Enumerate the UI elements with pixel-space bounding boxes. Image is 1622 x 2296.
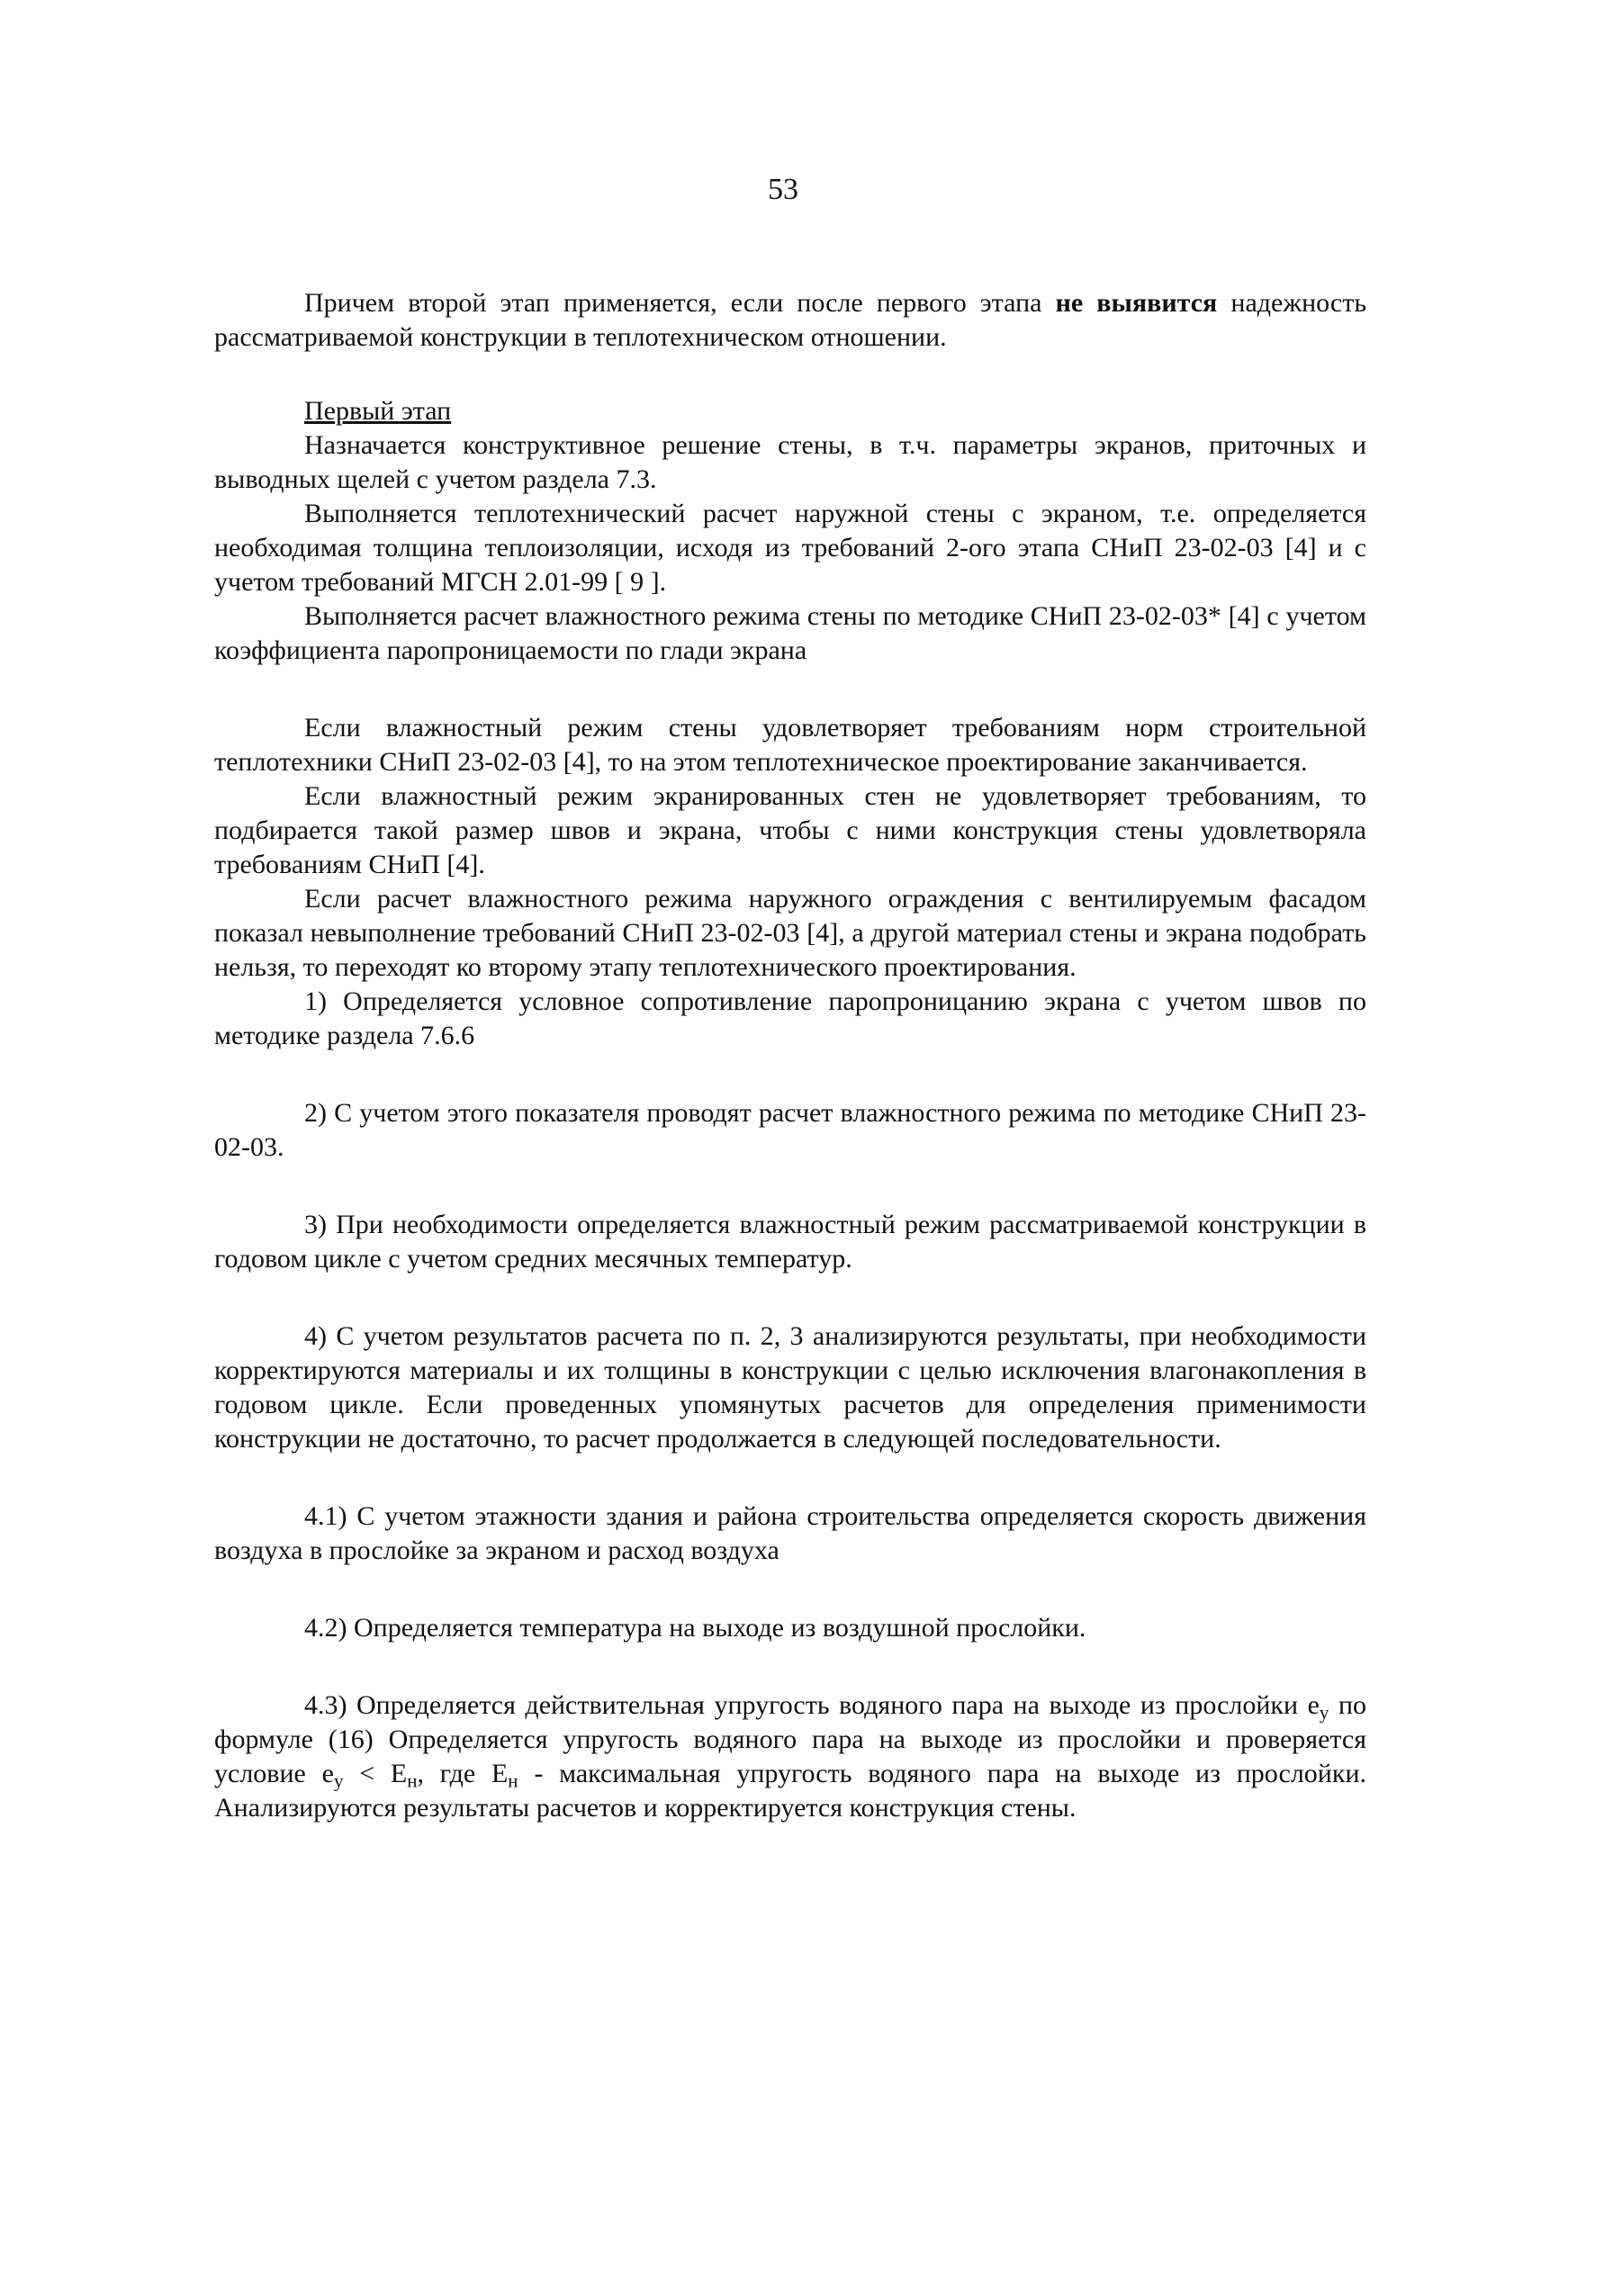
condition-paragraph: Если влажностный режим экранированных стен не удовлетворяет требованиям, то подбирается такой размер швов и экрана, чтобы с ними конструкция стены удовлетворяла требованиям СНиП [4]. xyxy=(214,781,1366,879)
step-paragraph: 1) Определяется условное сопротивление паропроницанию экрана с учетом швов по методике раздела 7.6.6 xyxy=(214,986,1366,1050)
step-paragraph: 4.1) С учетом этажности здания и района строительства определяется скорость движения воздуха в прослойке за экраном и расход воздуха xyxy=(214,1501,1366,1565)
stage-paragraph: Назначается конструктивное решение стены, в т.ч. параметры экранов, приточных и выводных щелей с учетом раздела 7.3. xyxy=(214,430,1366,494)
max-pressure-symbol: $E_н$ xyxy=(390,1759,418,1792)
step-paragraph-4-3 xyxy=(214,1688,1366,1825)
step-paragraph: 3) При необходимости определяется влажностный режим рассматриваемой конструкции в годовом цикле с учетом средних месячных температур. xyxy=(214,1210,1366,1274)
intro-text-before: Причем второй этап применяется, если после первого этапа xyxy=(304,288,1056,318)
stage-title: Первый этап xyxy=(304,396,452,426)
step-paragraph: 4.2) Определяется температура на выходе из воздушной прослойки. xyxy=(304,1613,1086,1643)
vapor-pressure-symbol: $e_у$ xyxy=(321,1759,344,1792)
page-number: 53 xyxy=(768,173,798,206)
intro-text-after: надежность рассматриваемой конструкции в теплотехническом отношении. xyxy=(214,288,1366,352)
max-pressure-symbol: $E_н$ xyxy=(491,1759,518,1792)
step-paragraph: 4) С учетом результатов расчета по п. 2, 3 анализируются результаты, при необходимости корректируются материалы и их толщины в конструкции с целью исключения влагонакопления в годовом цикле. Если проведенных упомянутых расчетов для определения применимости конструкции не достаточно, то расчет продолжается в следующей последовательности. xyxy=(214,1321,1366,1454)
stage-paragraph: Выполняется расчет влажностного режима стены по методике СНиП 23-02-03* [4] с учетом коэффициента паропроницаемости по глади экрана xyxy=(214,601,1366,665)
step43-part4: - максимальная упругость водяного пара на выходе из прослойки. Анализируются результаты расчетов и корректируется конструкция стены. xyxy=(214,1759,1366,1823)
step-paragraph: 2) С учетом этого показателя проводят расчет влажностного режима по методике СНиП 23-02-03. xyxy=(214,1098,1366,1162)
stage-paragraph: Выполняется теплотехнический расчет наружной стены с экраном, т.е. определяется необходимая толщина теплоизоляции, исходя из требований 2-ого этапа СНиП 23-02-03 [4] и с учетом требований МГСН 2.01-99 [ 9 ]. xyxy=(214,499,1366,597)
less-than-sign: < xyxy=(343,1759,391,1788)
step43-part2: по формуле (16) Определяется упругость водяного пара на выходе из прослойки и проверяется условие xyxy=(214,1690,1366,1788)
intro-emphasis: не выявится xyxy=(1055,288,1218,318)
document-body xyxy=(214,286,1366,1825)
step43-part3: , где xyxy=(417,1759,491,1788)
condition-paragraph: Если влажностный режим стены удовлетворяет требованиям норм строительной теплотехники СНиП 23-02-03 [4], то на этом теплотехническое проектирование заканчивается. xyxy=(214,713,1366,777)
vapor-pressure-symbol: $e_у$ xyxy=(1307,1690,1329,1724)
intro-paragraph xyxy=(214,286,1366,355)
step43-part1: 4.3) Определяется действительная упругость водяного пара на выходе из прослойки xyxy=(304,1690,1308,1720)
condition-paragraph: Если расчет влажностного режима наружного ограждения с вентилируемым фасадом показал невыполнение требований СНиП 23-02-03 [4], а другой материал стены и экрана подобрать нельзя, то переходят ко второму этапу теплотехнического проектирования. xyxy=(214,884,1366,982)
